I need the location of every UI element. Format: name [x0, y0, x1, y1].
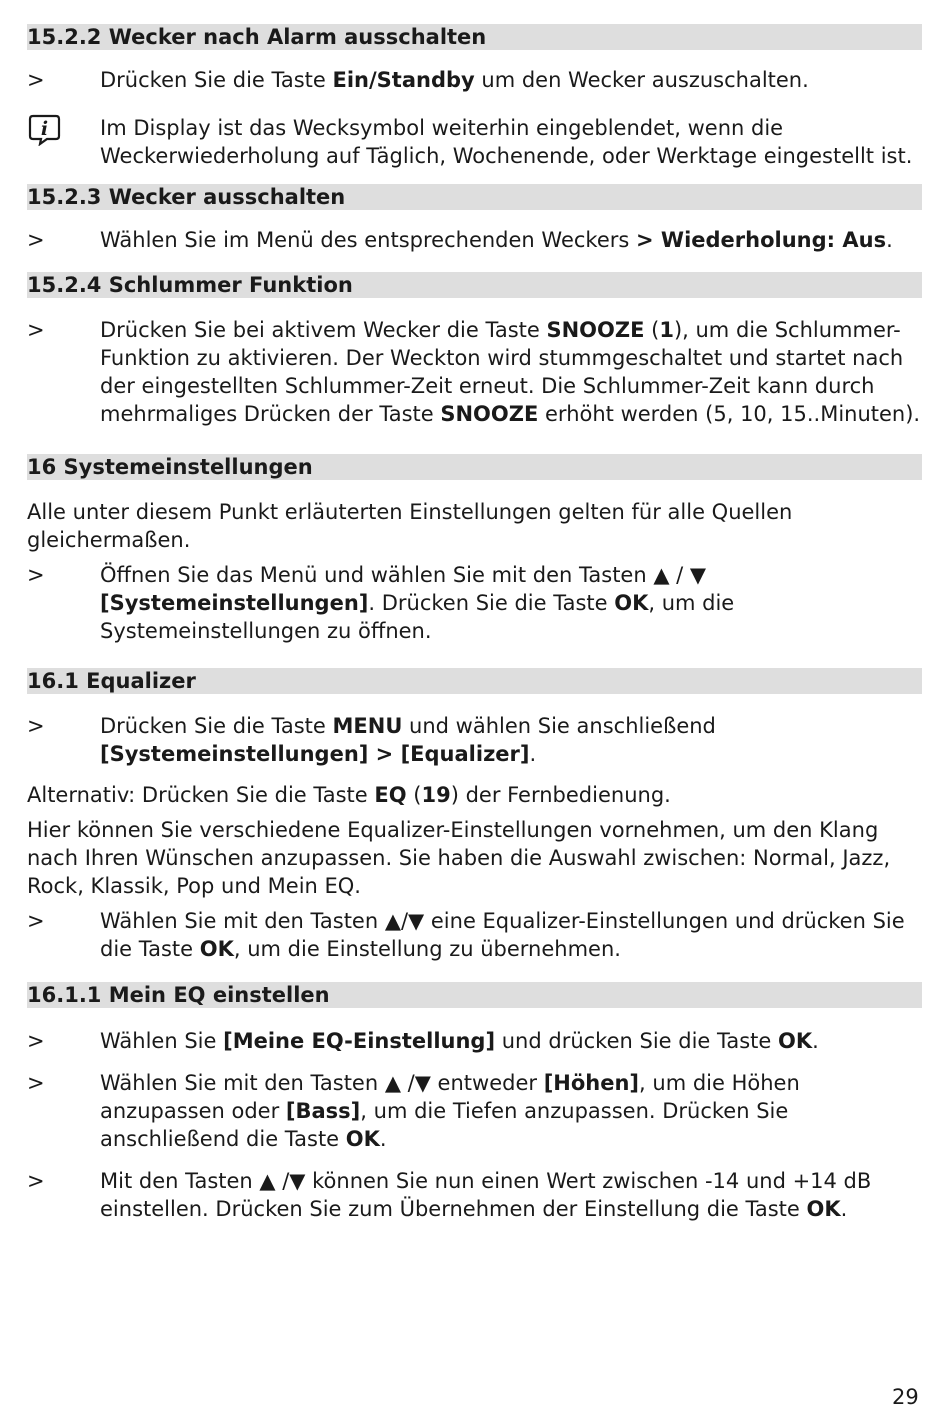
key-label: SNOOZE [546, 318, 645, 342]
key-number: 19 [421, 783, 451, 807]
step-text: . [379, 1127, 387, 1151]
step-text: , um die Tiefen anzupassen. Drücken Sie anschließend die Taste [100, 1099, 789, 1151]
step-text: Drücken Sie die Taste [100, 714, 333, 738]
step-text: , um die Einstellung zu übernehmen. [233, 937, 621, 961]
info-note [27, 114, 922, 170]
info-text: Im Display ist das Wecksymbol weiterhin eingeblendet, wenn die Weckerwiederholung auf Täglich, Wochenende, oder Werktage eingestellt ist. [100, 116, 913, 168]
step-marker: > [27, 1029, 45, 1053]
step-text: Wählen Sie [100, 1029, 224, 1053]
key-label: OK [778, 1029, 813, 1053]
key-label: OK [614, 591, 649, 615]
step-text: . [840, 1197, 848, 1221]
key-label: OK [806, 1197, 841, 1221]
menu-item: [Bass] [285, 1099, 361, 1123]
section-heading-15-2-4: 15.2.4 Schlummer Funktion [27, 272, 922, 298]
step-text: Drücken Sie die Taste [100, 68, 333, 92]
key-label: EQ [374, 783, 407, 807]
step-marker: > [27, 1071, 45, 1095]
svg-text:i: i [40, 118, 49, 140]
instruction-step [27, 226, 922, 254]
para-text: Alternativ: Drücken Sie die Taste [27, 783, 375, 807]
key-label: OK [199, 937, 234, 961]
step-text: Drücken Sie bei aktivem Wecker die Taste [100, 318, 547, 342]
menu-item: [Systemeinstellungen] [100, 591, 369, 615]
step-marker: > [27, 318, 45, 342]
instruction-step [27, 1167, 922, 1223]
key-label: Ein/Standby [332, 68, 475, 92]
page-number: 29 [892, 1385, 919, 1409]
intro-paragraph: Alle unter diesem Punkt erläuterten Einstellungen gelten für alle Quellen gleichermaßen. [27, 500, 793, 552]
key-label: SNOOZE [440, 402, 539, 426]
info-icon [27, 112, 61, 146]
section-heading-16: 16 Systemeinstellungen [27, 454, 922, 480]
para-text: ( [406, 783, 422, 807]
document-page [27, 24, 922, 1223]
step-marker: > [27, 228, 45, 252]
section-heading-16-1-1: 16.1.1 Mein EQ einstellen [27, 982, 922, 1008]
menu-item: [Meine EQ-Einstellung] [223, 1029, 496, 1053]
step-text: und drücken Sie die Taste [495, 1029, 779, 1053]
menu-item: [Höhen] [543, 1071, 640, 1095]
step-text: . [886, 228, 893, 252]
section-heading-16-1: 16.1 Equalizer [27, 668, 922, 694]
step-text: Wählen Sie im Menü des entsprechenden Weckers [100, 228, 636, 252]
menu-path: > Wiederholung: Aus [636, 228, 887, 252]
step-text: und wählen Sie anschließend [402, 714, 716, 738]
instruction-step [27, 561, 922, 645]
step-text: um den Wecker auszuschalten. [474, 68, 809, 92]
equalizer-description: Hier können Sie verschiedene Equalizer-Einstellungen vornehmen, um den Klang nach Ihren Wünschen anzupassen. Sie haben die Auswahl zwischen: Normal, Jazz, Rock, Klassik, Pop und Mein EQ. [27, 818, 891, 898]
step-marker: > [27, 563, 45, 587]
step-text: . Drücken Sie die Taste [368, 591, 615, 615]
step-text: erhöht werden (5, 10, 15..Minuten). [538, 402, 921, 426]
key-label: MENU [332, 714, 403, 738]
para-text: ) der Fernbedienung. [450, 783, 671, 807]
step-text: Wählen Sie mit den Tasten ▲ /▼ entweder [100, 1071, 544, 1095]
section-heading-15-2-2: 15.2.2 Wecker nach Alarm ausschalten [27, 24, 922, 50]
instruction-step [27, 1027, 922, 1055]
step-text: Mit den Tasten ▲ /▼ können Sie nun einen Wert zwischen -14 und +14 dB einstellen. Drücken Sie zum Übernehmen der Einstellung die Taste [100, 1169, 872, 1221]
step-text: ), um die Schlummer-Funktion zu aktivieren. Der Weckton wird stummgeschaltet und startet nach der eingestellten Schlummer-Zeit erneut. Die Schlummer-Zeit kann durch mehrmaliges Drücken der Taste [100, 318, 904, 426]
step-text: , um die Systemeinstellungen zu öffnen. [100, 591, 735, 643]
section-heading-15-2-3: 15.2.3 Wecker ausschalten [27, 184, 922, 210]
menu-path: [Systemeinstellungen] > [Equalizer] [100, 742, 530, 766]
instruction-step [27, 66, 922, 94]
instruction-step [27, 316, 922, 428]
step-marker: > [27, 1169, 45, 1193]
step-text: , um die Höhen anzupassen oder [100, 1071, 800, 1123]
key-number: 1 [659, 318, 674, 342]
step-marker: > [27, 68, 45, 92]
step-text: Öffnen Sie das Menü und wählen Sie mit den Tasten ▲ / ▼ [100, 563, 707, 587]
step-text: ( [644, 318, 660, 342]
step-marker: > [27, 714, 45, 738]
alternative-paragraph [27, 781, 922, 809]
instruction-step [27, 712, 922, 768]
step-marker: > [27, 909, 45, 933]
step-text: Wählen Sie mit den Tasten ▲/▼ eine Equalizer-Einstellungen und drücken Sie die Taste [100, 909, 905, 961]
instruction-step [27, 1069, 922, 1153]
instruction-step [27, 907, 922, 963]
step-text: . [529, 742, 537, 766]
step-text: . [812, 1029, 819, 1053]
key-label: OK [345, 1127, 380, 1151]
